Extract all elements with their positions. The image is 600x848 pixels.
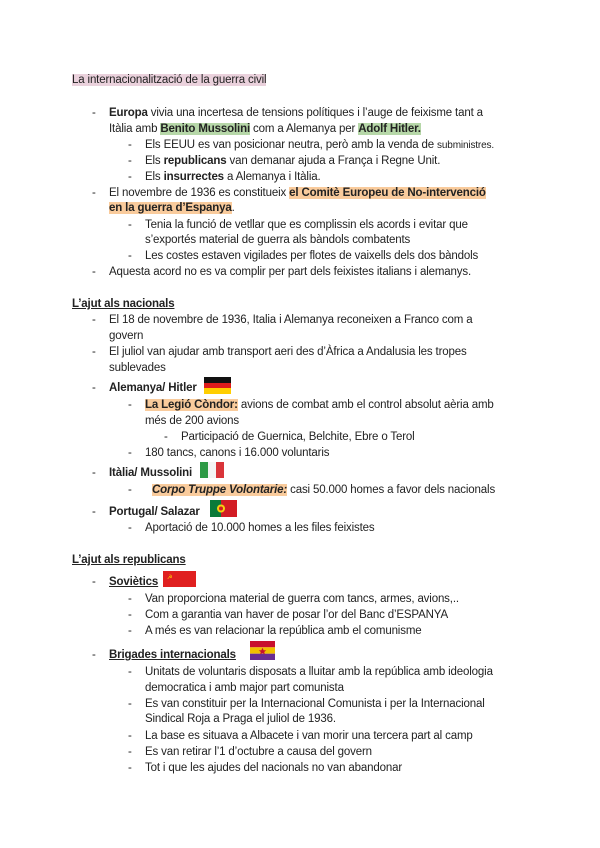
soviet-heading: Soviètics <box>109 576 159 588</box>
bullet: - <box>92 467 96 479</box>
bullet: - <box>92 266 96 278</box>
ctv-highlight: Corpo Truppe Volontarie: <box>152 484 288 496</box>
text: Els <box>145 155 164 167</box>
text: vivia una incertesa de tensions polítiques i l’auge de feixisme tant a <box>147 107 483 119</box>
list-item <box>145 398 494 413</box>
bullet: - <box>92 314 96 326</box>
list-item: Participació de Guernica, Belchite, Ebre o Terol <box>181 431 415 443</box>
bullet: - <box>128 666 132 678</box>
bullet: - <box>92 382 96 394</box>
list-item: Unitats de voluntaris disposats a lluitar amb la república amb ideologia <box>145 666 493 678</box>
text: . <box>231 202 235 214</box>
list-item-continuation: més de 200 avions <box>145 415 239 427</box>
germany-heading: Alemanya/ Hitler <box>109 382 197 394</box>
portugal-heading: Portugal/ Salazar <box>109 506 200 518</box>
portugal-flag-icon <box>210 500 237 517</box>
bullet: - <box>128 609 132 621</box>
list-item-continuation: s’exportés material de guerra als bàndols combatents <box>145 234 411 246</box>
bullet: - <box>128 522 132 534</box>
germany-flag-icon <box>204 377 231 394</box>
bullet: - <box>92 187 96 199</box>
text: van demanar ajuda a França i Regne Unit. <box>226 155 441 167</box>
list-item <box>145 138 494 153</box>
bullet: - <box>128 593 132 605</box>
bullet: - <box>92 506 96 518</box>
text: casi 50.000 homes a favor dels nacionals <box>287 484 496 496</box>
bullet: - <box>128 730 132 742</box>
list-item-continuation: sublevades <box>109 362 166 374</box>
list-item-continuation <box>109 122 421 137</box>
bullet: - <box>92 576 96 588</box>
bullet: - <box>92 649 96 661</box>
list-item: 180 tancs, canons i 16.000 voluntaris <box>145 447 330 459</box>
condor-highlight: La Legió Còndor: <box>145 399 238 411</box>
page-title <box>72 73 266 88</box>
text: a Alemanya i Itàlia. <box>223 171 321 183</box>
list-item: Les costes estaven vigilades per flotes de vaixells dels dos bàndols <box>145 250 479 262</box>
list-item: Van proporciona material de guerra com tancs, armes, avions,.. <box>145 593 459 605</box>
bullet: - <box>128 155 132 167</box>
text: Els EEUU es van posicionar neutra, però amb la venda de <box>145 139 438 151</box>
list-item: Aquesta acord no es va complir per part dels feixistes italians i alemanys. <box>109 266 472 278</box>
list-item: Tot i que les ajudes del nacionals no van abandonar <box>145 762 403 774</box>
text: republicans <box>163 155 227 167</box>
bullet: - <box>128 399 132 411</box>
bullet: - <box>128 171 132 183</box>
italy-flag-icon <box>200 462 224 478</box>
list-item: Aportació de 10.000 homes a les files feixistes <box>145 522 375 534</box>
bullet: - <box>128 139 132 151</box>
list-item-continuation: govern <box>109 330 144 342</box>
list-item-continuation <box>109 201 235 216</box>
list-item: A més es van relacionar la república amb el comunisme <box>145 625 422 637</box>
committee-highlight: en la guerra d’Espanya <box>109 202 232 214</box>
bullet: - <box>128 762 132 774</box>
list-item-continuation: democratica i amb major part comunista <box>145 682 344 694</box>
bullet: - <box>92 346 96 358</box>
bullet: - <box>128 625 132 637</box>
list-item: La base es situava a Albacete i van morir una tercera part al camp <box>145 730 473 742</box>
bullet: - <box>128 219 132 231</box>
text: avions de combat amb el control absolut aèria amb <box>237 399 494 411</box>
list-item <box>152 483 495 498</box>
text: El novembre de 1936 es constitueix <box>109 187 290 199</box>
bullet: - <box>128 484 132 496</box>
bullet: - <box>128 698 132 710</box>
italy-heading: Itàlia/ Mussolini <box>109 467 193 479</box>
text: Itàlia amb <box>109 123 161 135</box>
bullet: - <box>128 250 132 262</box>
list-item: El 18 de novembre de 1936, Italia i Alemanya reconeixen a Franco com a <box>109 314 473 326</box>
text: subministres. <box>437 140 495 151</box>
europa-text: Europa <box>109 107 148 119</box>
brigades-flag-icon <box>250 641 275 660</box>
soviet-flag-icon <box>163 571 196 587</box>
list-item <box>145 170 321 185</box>
list-item <box>109 106 483 121</box>
list-item: Es van retirar l’1 d’octubre a causa del govern <box>145 746 372 758</box>
list-item <box>109 186 486 201</box>
text: insurrectes <box>163 171 224 183</box>
brigades-heading: Brigades internacionals <box>109 649 236 661</box>
list-item: Es van constituir per la Internacional Comunista i per la Internacional <box>145 698 485 710</box>
text: com a Alemanya per <box>250 123 359 135</box>
svg-text:☭: ☭ <box>167 574 173 581</box>
bullet: - <box>128 746 132 758</box>
mussolini-highlight: Benito Mussolini <box>160 123 251 135</box>
hitler-highlight: Adolf Hitler. <box>358 123 421 135</box>
section-heading-republicans: L’ajut als republicans <box>72 554 186 566</box>
bullet: - <box>128 447 132 459</box>
list-item: Com a garantia van haver de posar l’or del Banc d’ESPANYA <box>145 609 448 621</box>
list-item-continuation: Sindical Roja a Praga el juliol de 1936. <box>145 713 336 725</box>
list-item <box>145 154 440 169</box>
text: Els <box>145 171 164 183</box>
list-item: Tenia la funció de vetllar que es complissin els acords i evitar que <box>145 219 468 231</box>
bullet: - <box>164 431 168 443</box>
list-item: El juliol van ajudar amb transport aeri des d’Àfrica a Andalusia les tropes <box>109 346 467 358</box>
section-heading-nationals: L’ajut als nacionals <box>72 298 175 310</box>
committee-highlight: el Comitè Europeu de No-intervenció <box>289 187 486 199</box>
bullet: - <box>92 107 96 119</box>
title-text: La internacionalització de la guerra civil <box>72 74 267 86</box>
